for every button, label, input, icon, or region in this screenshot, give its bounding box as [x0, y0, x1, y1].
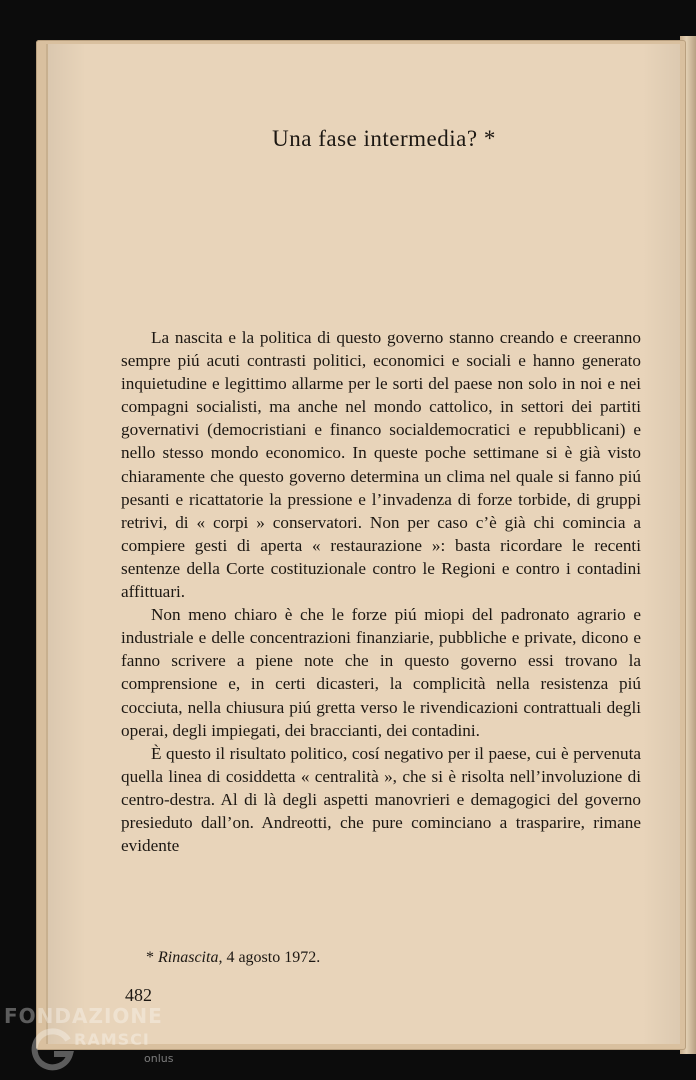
footnote	[146, 949, 320, 967]
footnote-source: Rinascita,	[158, 949, 223, 966]
paragraph: Non meno chiaro è che le forze piú miopi del padronato agrario e industriale e delle concentrazioni finanziarie, pubbliche e private, dicono e fanno scrivere a piene note che in questo governo essi trovano la comprensione e, in certi dicasteri, la complicità nella resistenza piú cocciuta, nella chiusura piú gretta verso le rivendicazioni contrattuali degli operai, degli impiegati, dei braccianti, dei contadini.	[121, 605, 641, 740]
footnote-marker: *	[146, 949, 158, 966]
watermark-logo	[4, 1000, 224, 1080]
gramsci-g-icon	[28, 1026, 76, 1074]
footnote-date: 4 agosto 1972.	[222, 949, 321, 966]
watermark-line1: FONDAZIONE	[4, 1004, 163, 1028]
book-page	[46, 44, 680, 1044]
chapter-title: Una fase intermedia? *	[272, 126, 496, 151]
paragraph: È questo il risultato politico, cosí negativo per il paese, cui è pervenuta quella linea di cosiddetta « centralità », che si è risolta nell’involuzione di centro-destra. Al di là degli aspetti manovrieri e demagogici del governo presieduto dall’on. Andreotti, che pure cominciano a trasparire, rimane evidente	[121, 743, 641, 856]
body-text	[121, 326, 641, 857]
paragraph: La nascita e la politica di questo governo stanno creando e creeranno sempre piú acuti contrasti politici, economici e sociali e hanno generato inquietudine e legittimo allarme per le sorti del paese non solo in noi e nei compagni socialisti, ma anche nel mondo cattolico, in settori dei partiti governativi (democristiani e financo socialdemocratici e repubblicani) e nello stesso mondo economico. In queste poche settimane si è già visto chiaramente che questo governo determina un clima nel quale si fanno piú pesanti e ricattatorie la pressione e l’invadenza di forze torbide, di gruppi retrivi, di « corpi » conservatori. Non per caso c’è già chi comincia a compiere gesti di aperta « restaurazione »: basta ricordare le recenti sentenze della Corte costituzionale contro le Regioni e contro i contadini affittuari.	[121, 328, 641, 602]
watermark-line2: RAMSCI	[74, 1030, 150, 1049]
page-number: 482	[125, 985, 152, 1005]
watermark-onlus: onlus	[144, 1052, 174, 1065]
